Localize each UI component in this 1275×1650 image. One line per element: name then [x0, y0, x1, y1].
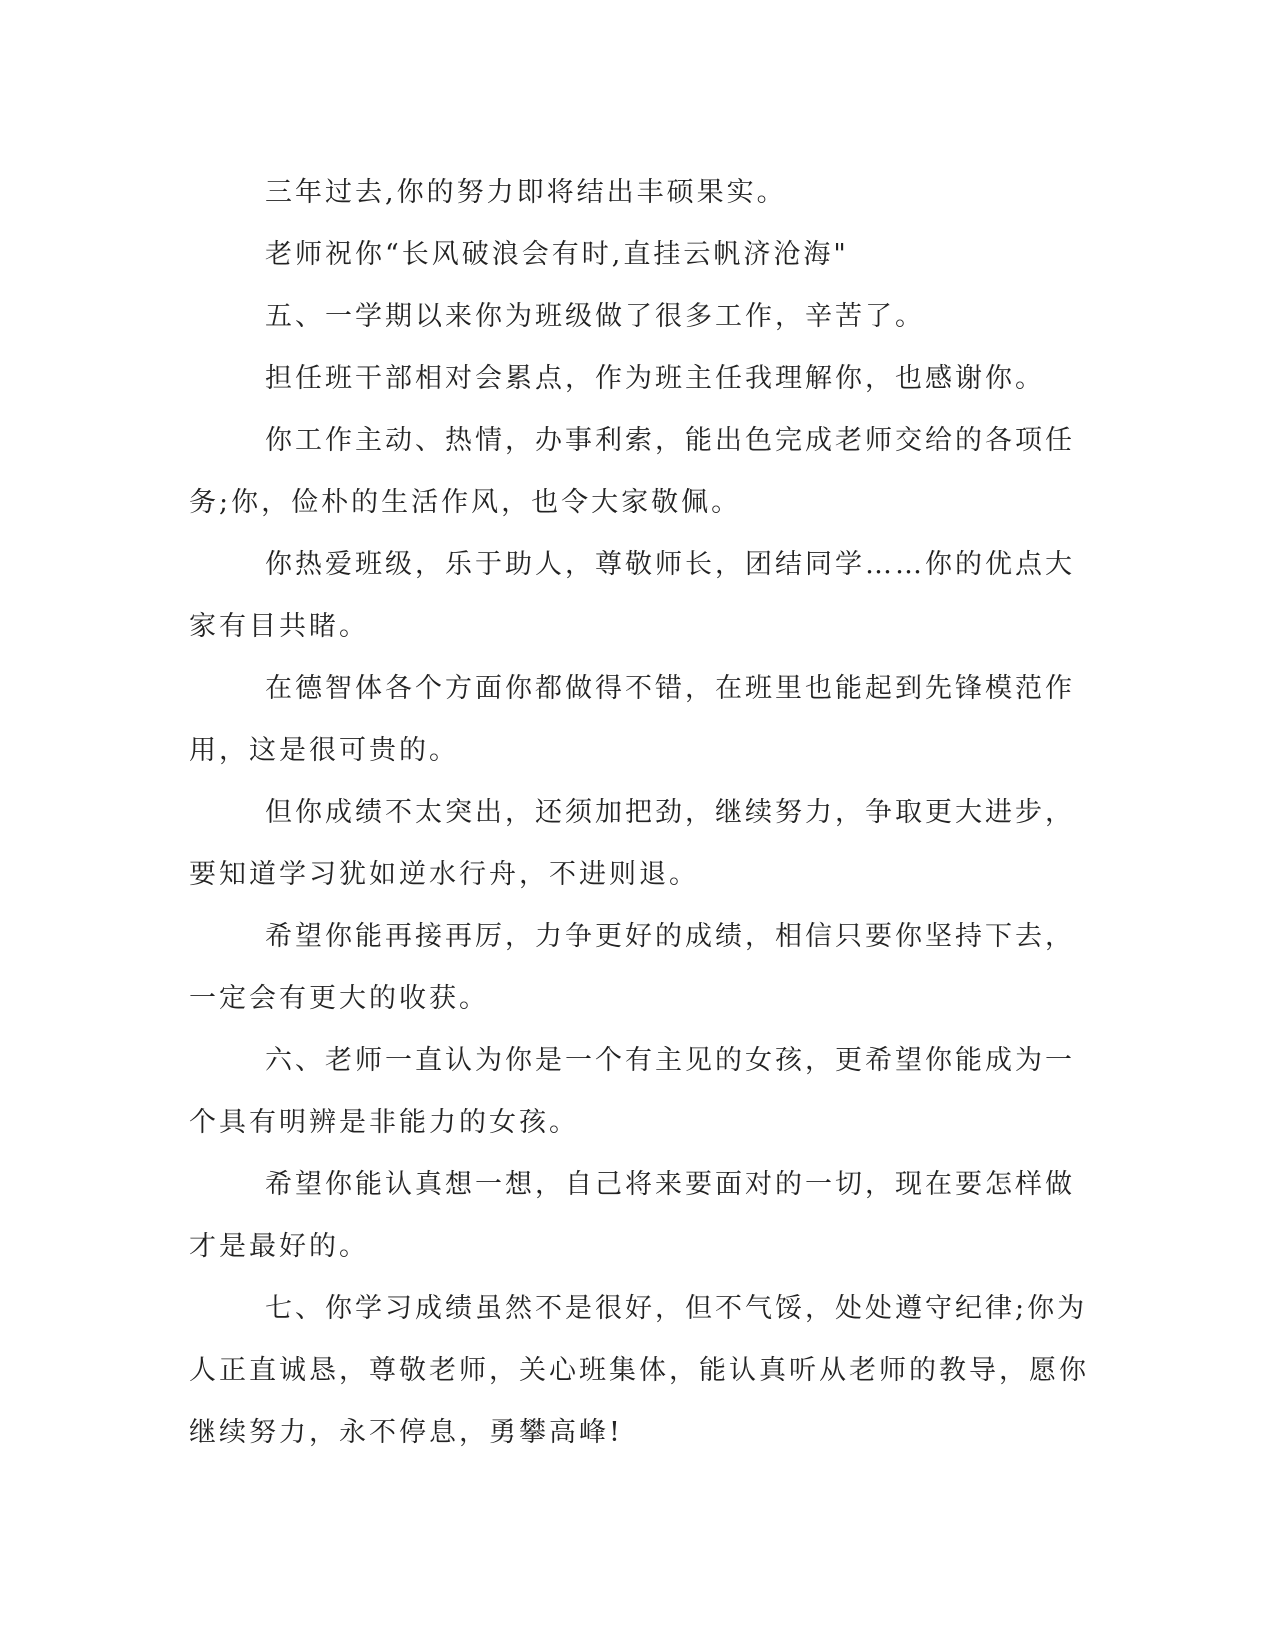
paragraph: 但你成绩不太突出，还须加把劲，继续努力，争取更大进步，要知道学习犹如逆水行舟，不进则退。	[189, 797, 1075, 890]
paragraph: 七、你学习成绩虽然不是很好，但不气馁，处处遵守纪律;你为人正直诚恳，尊敬老师，关心班集体，能认真听从老师的教导，愿你继续努力，永不停息，勇攀高峰!	[189, 1293, 1089, 1448]
paragraph: 五、一学期以来你为班级做了很多工作，辛苦了。	[265, 301, 925, 332]
paragraph: 三年过去,你的努力即将结出丰硕果实。	[265, 177, 787, 208]
paragraph: 担任班干部相对会累点，作为班主任我理解你，也感谢你。	[265, 363, 1045, 394]
document-body	[189, 162, 1089, 1464]
paragraph: 你工作主动、热情，办事利索，能出色完成老师交给的各项任务;你，俭朴的生活作风，也令大家敬佩。	[189, 425, 1075, 518]
paragraph: 希望你能再接再厉，力争更好的成绩，相信只要你坚持下去，一定会有更大的收获。	[189, 921, 1075, 1014]
paragraph: 你热爱班级，乐于助人，尊敬师长，团结同学……你的优点大家有目共睹。	[189, 549, 1075, 642]
paragraph: 在德智体各个方面你都做得不错，在班里也能起到先锋模范作用，这是很可贵的。	[189, 673, 1075, 766]
paragraph: 老师祝你“长风破浪会有时,直挂云帆济沧海"	[265, 239, 849, 270]
paragraph: 希望你能认真想一想，自己将来要面对的一切，现在要怎样做才是最好的。	[189, 1169, 1075, 1262]
paragraph: 六、老师一直认为你是一个有主见的女孩，更希望你能成为一个具有明辨是非能力的女孩。	[189, 1045, 1075, 1138]
